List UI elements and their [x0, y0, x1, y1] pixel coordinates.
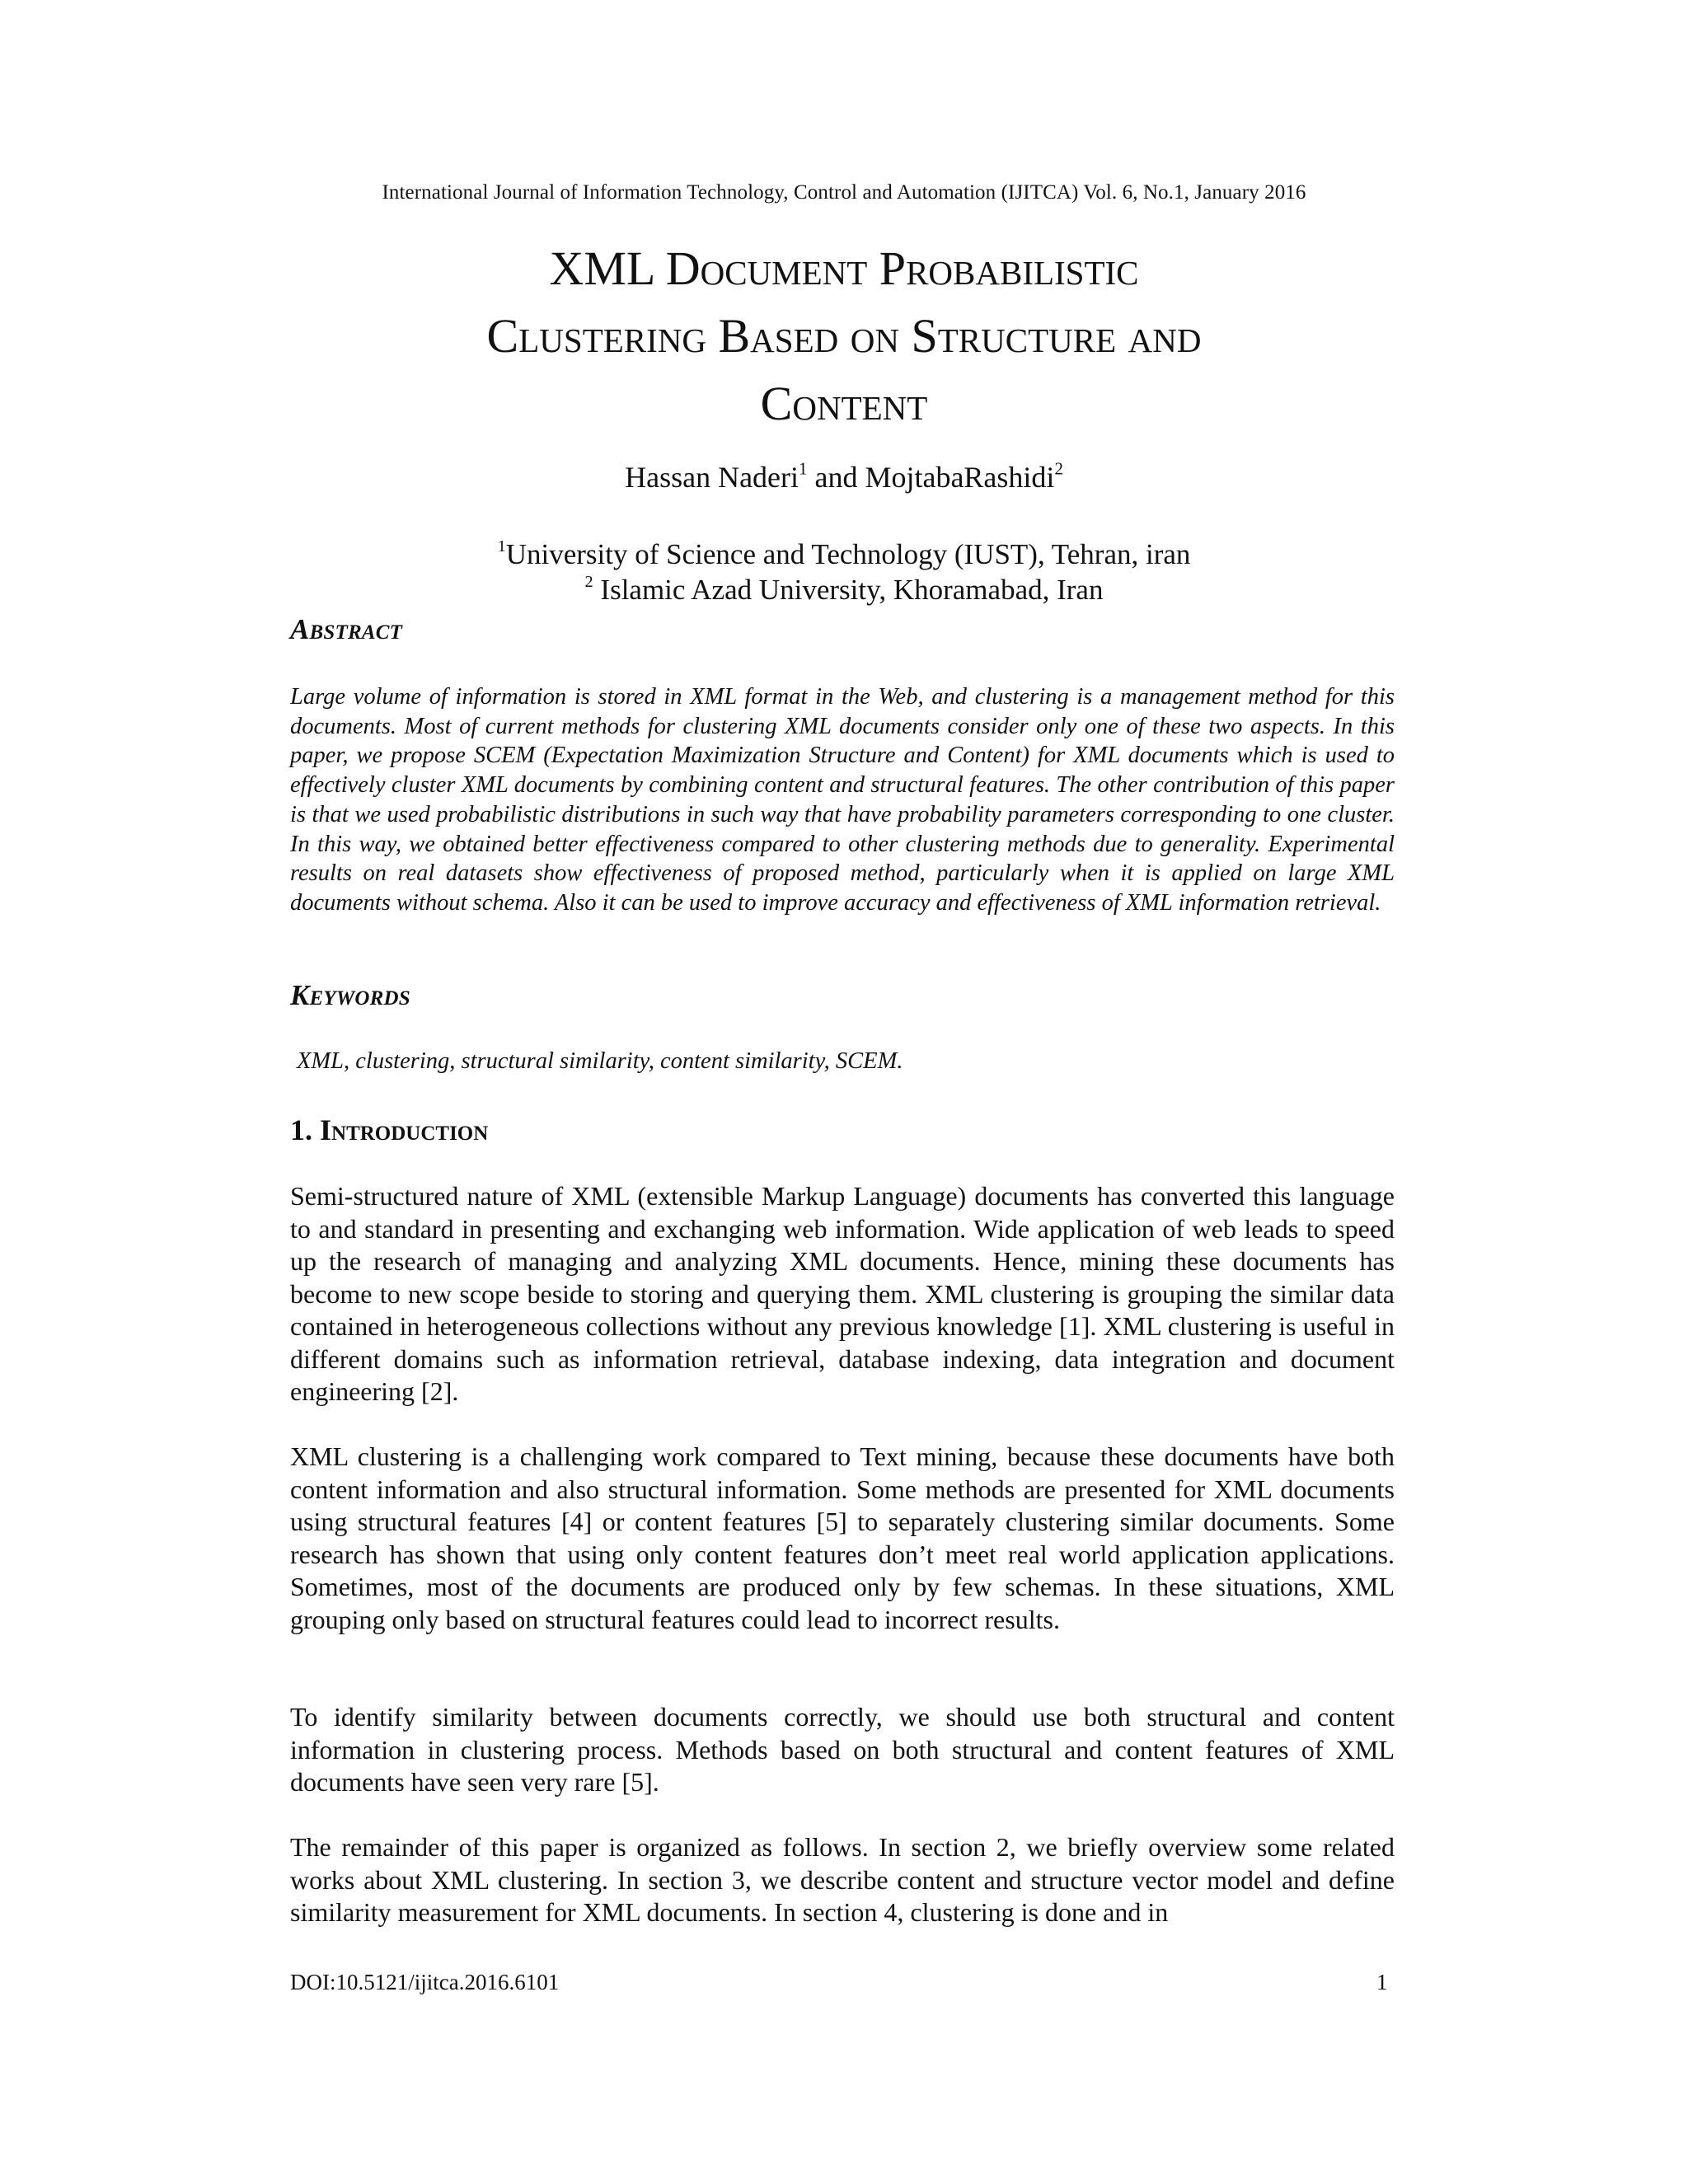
author-name: MojtabaRashidi	[865, 461, 1055, 494]
affiliation-mark: 1	[799, 458, 808, 479]
page-number: 1	[1376, 1970, 1388, 1994]
affiliation-mark: 2	[584, 572, 593, 591]
affiliation-mark: 1	[497, 537, 506, 555]
section-title: Introduction	[320, 1113, 489, 1146]
title-line-2: Clustering Based on Structure and	[486, 309, 1202, 363]
journal-header: International Journal of Information Technology, Control and Automation (IJITCA) Vol. 6, No.1, January 2016	[382, 181, 1306, 204]
title-line-1: XML Document Probabilistic	[549, 241, 1139, 295]
paper-title	[267, 235, 1421, 438]
body-paragraph: The remainder of this paper is organized as follows. In section 2, we briefly overview some related works about XML clustering. In section 3, we describe content and structure vector model and define similarity measurement for XML documents. In section 4, clustering is done and in	[290, 1832, 1395, 1927]
author-name: Hassan Naderi	[625, 461, 799, 494]
affiliation-mark: 2	[1054, 458, 1063, 479]
keywords-text: XML, clustering, structural similarity, content similarity, SCEM.	[297, 1048, 903, 1074]
section-number: 1.	[290, 1113, 320, 1146]
doi-footer: DOI:10.5121/ijitca.2016.6101	[290, 1970, 560, 1994]
keywords-heading: Keywords	[290, 979, 410, 1011]
affiliation	[0, 574, 1688, 607]
author-list	[0, 460, 1688, 494]
body-paragraph: XML clustering is a challenging work compared to Text mining, because these documents have both content information and also structural information. Some methods are presented for XML documents using structural features [4] or content features [5] to separately clustering similar documents. Some research has shown that using only content features don’t meet real world application applications. Sometimes, most of the documents are produced only by few schemas. In these situations, XML grouping only based on structural features could lead to incorrect results.	[290, 1441, 1395, 1634]
abstract-heading: Abstract	[290, 613, 403, 645]
body-paragraph: To identify similarity between documents correctly, we should use both structural and content information in clustering process. Methods based on both structural and content features of XML documents have seen very rare [5].	[290, 1702, 1395, 1797]
title-line-3: Content	[760, 377, 928, 430]
introduction-heading	[290, 1113, 488, 1147]
affiliation-text: University of Science and Technology (IUST), Tehran, iran	[505, 538, 1191, 570]
abstract-text: Large volume of information is stored in XML format in the Web, and clustering is a management method for this documents. Most of current methods for clustering XML documents consider only one of these two aspects. In this paper, we propose SCEM (Expectation Maximization Structure and Content) for XML documents which is used to effectively cluster XML documents by combining content and structural features. The other contribution of this paper is that we used probabilistic distributions in such way that have probability parameters corresponding to one cluster. In this way, we obtained better effectiveness compared to other clustering methods due to generality. Experimental results on real datasets show effectiveness of proposed method, particularly when it is applied on large XML documents without schema. Also it can be used to improve accuracy and effectiveness of XML information retrieval.	[290, 684, 1395, 916]
body-paragraph: Semi-structured nature of XML (extensible Markup Language) documents has converted this language to and standard in presenting and exchanging web information. Wide application of web leads to speed up the research of managing and analyzing XML documents. Hence, mining these documents has become to new scope beside to storing and querying them. XML clustering is grouping the similar data contained in heterogeneous collections without any previous knowledge [1]. XML clustering is useful in different domains such as information retrieval, database indexing, data integration and document engineering [2].	[290, 1181, 1395, 1406]
affiliation	[0, 538, 1688, 571]
author-connector: and	[807, 461, 865, 494]
affiliation-text: Islamic Azad University, Khoramabad, Iran	[593, 574, 1104, 606]
